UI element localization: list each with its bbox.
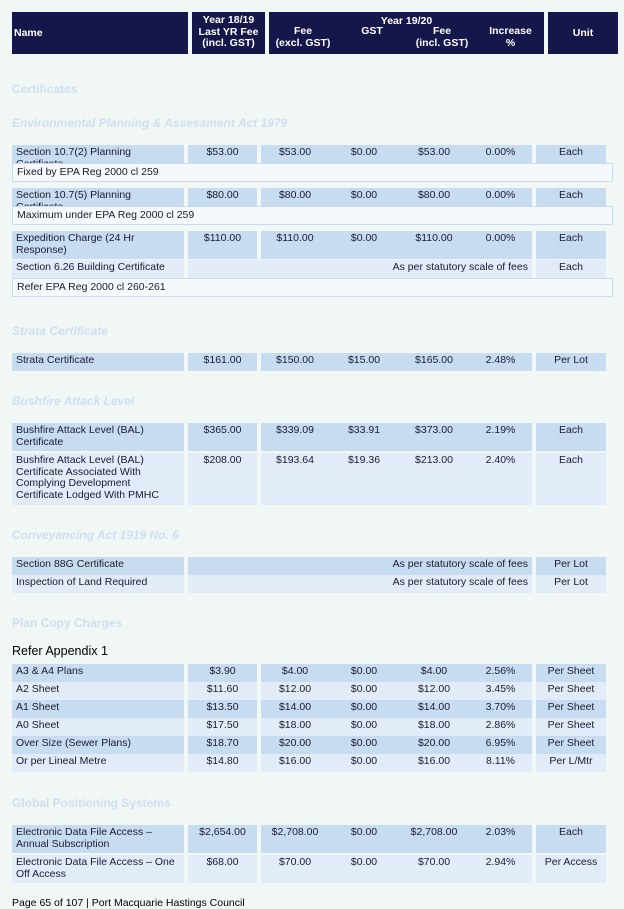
row-fee-excl: $20.00 bbox=[261, 736, 329, 754]
row-prev-fee: $3.90 bbox=[188, 664, 257, 682]
row-gst: $0.00 bbox=[329, 231, 399, 259]
row-increase: 2.48% bbox=[469, 353, 532, 371]
row-increase: 2.03% bbox=[469, 825, 532, 853]
table-row bbox=[12, 260, 613, 278]
row-gst: $0.00 bbox=[329, 700, 399, 718]
header-current-year bbox=[269, 12, 544, 54]
row-name: Electronic Data File Access – Annual Subscription bbox=[12, 825, 184, 853]
header-current-year-label: Year 19/20 bbox=[380, 15, 433, 27]
row-fee-incl: $12.00 bbox=[399, 682, 469, 700]
row-increase: 0.00% bbox=[469, 231, 532, 259]
row-gst: $0.00 bbox=[329, 754, 399, 772]
row-increase: 2.19% bbox=[469, 423, 532, 451]
header-prev-year-line: Last YR Fee bbox=[198, 25, 259, 38]
row-name: Bushfire Attack Level (BAL) Certificate Associated With Complying Development Certificate Lodged With PMHC bbox=[12, 453, 184, 505]
row-unit: Per Sheet bbox=[536, 664, 606, 682]
row-unit: Each bbox=[536, 453, 606, 505]
row-prev-fee: $18.70 bbox=[188, 736, 257, 754]
row-fee-excl: $53.00 bbox=[261, 145, 329, 170]
row-fee-incl: $70.00 bbox=[399, 855, 469, 883]
row-gst: $0.00 bbox=[329, 682, 399, 700]
row-unit: Each bbox=[536, 423, 606, 451]
row-name: Or per Lineal Metre bbox=[12, 754, 184, 772]
row-unit: Per Lot bbox=[536, 575, 606, 593]
table-row bbox=[12, 453, 613, 505]
row-note: Maximum under EPA Reg 2000 cl 259 bbox=[12, 206, 613, 225]
row-fee-incl: $4.00 bbox=[399, 664, 469, 682]
row-unit: Each bbox=[536, 825, 606, 853]
header-increase: Increase % bbox=[489, 25, 532, 49]
fees-page bbox=[12, 12, 613, 880]
row-unit: Each bbox=[536, 260, 606, 278]
section-title-certificates: Certificates bbox=[12, 82, 78, 96]
row-gst: $0.00 bbox=[329, 855, 399, 883]
row-unit: Per Access bbox=[536, 855, 606, 883]
row-gst: $0.00 bbox=[329, 188, 399, 213]
row-fee-incl: $2,708.00 bbox=[399, 825, 469, 853]
row-fee-excl: $4.00 bbox=[261, 664, 329, 682]
row-fee-incl: $53.00 bbox=[399, 145, 469, 170]
table-row bbox=[12, 736, 613, 754]
row-gst: $0.00 bbox=[329, 664, 399, 682]
row-statutory-note: As per statutory scale of fees bbox=[188, 260, 532, 278]
row-increase: 3.70% bbox=[469, 700, 532, 718]
row-name: Over Size (Sewer Plans) bbox=[12, 736, 184, 754]
table-row bbox=[12, 825, 613, 853]
row-fee-excl: $18.00 bbox=[261, 718, 329, 736]
row-increase: 8.11% bbox=[469, 754, 532, 772]
row-unit: Per Lot bbox=[536, 353, 606, 371]
table-row bbox=[12, 145, 613, 162]
section-title-plan-copy: Plan Copy Charges bbox=[12, 616, 123, 630]
row-name: Section 88G Certificate bbox=[12, 557, 184, 575]
header-prev-year-line: (incl. GST) bbox=[202, 37, 255, 49]
row-increase: 2.86% bbox=[469, 718, 532, 736]
row-increase: 3.45% bbox=[469, 682, 532, 700]
header-fee-excl: Fee (excl. GST) bbox=[275, 25, 331, 49]
table-row bbox=[12, 700, 613, 718]
row-gst: $15.00 bbox=[329, 353, 399, 371]
row-gst: $0.00 bbox=[329, 145, 399, 170]
row-fee-incl: $16.00 bbox=[399, 754, 469, 772]
row-fee-incl: $165.00 bbox=[399, 353, 469, 371]
row-name: Bushfire Attack Level (BAL) Certificate bbox=[12, 423, 184, 451]
row-unit: Each bbox=[536, 231, 606, 259]
table-row bbox=[12, 718, 613, 736]
section-title-strata: Strata Certificate bbox=[12, 324, 109, 338]
row-name: A1 Sheet bbox=[12, 700, 184, 718]
row-name: Electronic Data File Access – One Off Access bbox=[12, 855, 184, 883]
header-unit: Unit bbox=[548, 12, 618, 54]
row-fee-incl: $373.00 bbox=[399, 423, 469, 451]
page-footer: Page 65 of 107 | Port Macquarie Hastings Council bbox=[12, 897, 245, 909]
header-name: Name bbox=[12, 12, 188, 54]
row-name: Inspection of Land Required bbox=[12, 575, 184, 593]
table-row bbox=[12, 188, 613, 205]
header-prev-year bbox=[192, 12, 265, 54]
row-name: A3 & A4 Plans bbox=[12, 664, 184, 682]
header-prev-year-line: Year 18/19 bbox=[202, 14, 255, 26]
row-unit: Per Sheet bbox=[536, 736, 606, 754]
row-prev-fee: $13.50 bbox=[188, 700, 257, 718]
row-gst: $0.00 bbox=[329, 718, 399, 736]
row-prev-fee: $365.00 bbox=[188, 423, 257, 451]
row-fee-incl: $213.00 bbox=[399, 453, 469, 505]
table-row bbox=[12, 855, 613, 883]
row-fee-incl: $14.00 bbox=[399, 700, 469, 718]
row-fee-excl: $14.00 bbox=[261, 700, 329, 718]
row-name: A2 Sheet bbox=[12, 682, 184, 700]
row-fee-excl: $150.00 bbox=[261, 353, 329, 371]
table-row bbox=[12, 575, 613, 593]
row-unit: Per Sheet bbox=[536, 718, 606, 736]
table-row bbox=[12, 231, 613, 259]
row-unit: Per Sheet bbox=[536, 700, 606, 718]
row-fee-excl: $12.00 bbox=[261, 682, 329, 700]
row-name: Section 10.7(2) Planning bbox=[12, 145, 184, 170]
row-increase: 0.00% bbox=[469, 145, 532, 170]
row-fee-excl: $339.09 bbox=[261, 423, 329, 451]
row-fee-excl: $70.00 bbox=[261, 855, 329, 883]
appendix-reference: Refer Appendix 1 bbox=[12, 644, 108, 658]
row-unit: Each bbox=[536, 145, 606, 170]
section-title-bushfire: Bushfire Attack Level bbox=[12, 394, 135, 408]
row-fee-excl: $16.00 bbox=[261, 754, 329, 772]
row-fee-excl: $2,708.00 bbox=[261, 825, 329, 853]
row-prev-fee: $110.00 bbox=[188, 231, 257, 259]
row-name: Expedition Charge (24 Hr Response) bbox=[12, 231, 184, 259]
row-gst: $0.00 bbox=[329, 825, 399, 853]
table-header bbox=[12, 12, 613, 54]
row-prev-fee: $11.60 bbox=[188, 682, 257, 700]
row-unit: Per L/Mtr bbox=[536, 754, 606, 772]
row-increase: 2.56% bbox=[469, 664, 532, 682]
row-gst: $0.00 bbox=[329, 736, 399, 754]
row-prev-fee: $14.80 bbox=[188, 754, 257, 772]
row-prev-fee: $53.00 bbox=[188, 145, 257, 170]
row-name: Section 10.7(5) Planning bbox=[12, 188, 184, 213]
row-gst: $33.91 bbox=[329, 423, 399, 451]
row-name: Section 6.26 Building Certificate bbox=[12, 260, 184, 278]
table-row bbox=[12, 423, 613, 451]
row-fee-incl: $18.00 bbox=[399, 718, 469, 736]
row-name: A0 Sheet bbox=[12, 718, 184, 736]
table-row bbox=[12, 664, 613, 682]
section-title-conveyancing: Conveyancing Act 1919 No. 6 bbox=[12, 528, 179, 542]
row-unit: Per Sheet bbox=[536, 682, 606, 700]
row-fee-incl: $110.00 bbox=[399, 231, 469, 259]
row-fee-excl: $193.64 bbox=[261, 453, 329, 505]
row-increase: 2.40% bbox=[469, 453, 532, 505]
row-note: Fixed by EPA Reg 2000 cl 259 bbox=[12, 163, 613, 182]
section-title-gps: Global Positioning Systems bbox=[12, 796, 171, 810]
row-statutory-note: As per statutory scale of fees bbox=[188, 557, 532, 575]
row-prev-fee: $17.50 bbox=[188, 718, 257, 736]
row-increase: 2.94% bbox=[469, 855, 532, 883]
row-prev-fee: $80.00 bbox=[188, 188, 257, 213]
row-name: Strata Certificate bbox=[12, 353, 184, 371]
row-gst: $19.36 bbox=[329, 453, 399, 505]
row-fee-excl: $110.00 bbox=[261, 231, 329, 259]
header-fee-incl: Fee (incl. GST) bbox=[415, 25, 469, 49]
row-fee-excl: $80.00 bbox=[261, 188, 329, 213]
row-unit: Each bbox=[536, 188, 606, 213]
section-title-epa-act: Environmental Planning & Assessment Act 1979 bbox=[12, 116, 288, 130]
row-fee-incl: $20.00 bbox=[399, 736, 469, 754]
row-increase: 6.95% bbox=[469, 736, 532, 754]
row-prev-fee: $68.00 bbox=[188, 855, 257, 883]
table-row bbox=[12, 353, 613, 371]
row-statutory-note: As per statutory scale of fees bbox=[188, 575, 532, 593]
row-fee-incl: $80.00 bbox=[399, 188, 469, 213]
row-unit: Per Lot bbox=[536, 557, 606, 575]
row-increase: 0.00% bbox=[469, 188, 532, 213]
row-prev-fee: $2,654.00 bbox=[188, 825, 257, 853]
table-row bbox=[12, 557, 613, 575]
table-row bbox=[12, 754, 613, 772]
row-prev-fee: $161.00 bbox=[188, 353, 257, 371]
row-prev-fee: $208.00 bbox=[188, 453, 257, 505]
row-note: Refer EPA Reg 2000 cl 260-261 bbox=[12, 278, 613, 297]
table-row bbox=[12, 682, 613, 700]
header-gst: GST bbox=[361, 25, 383, 37]
